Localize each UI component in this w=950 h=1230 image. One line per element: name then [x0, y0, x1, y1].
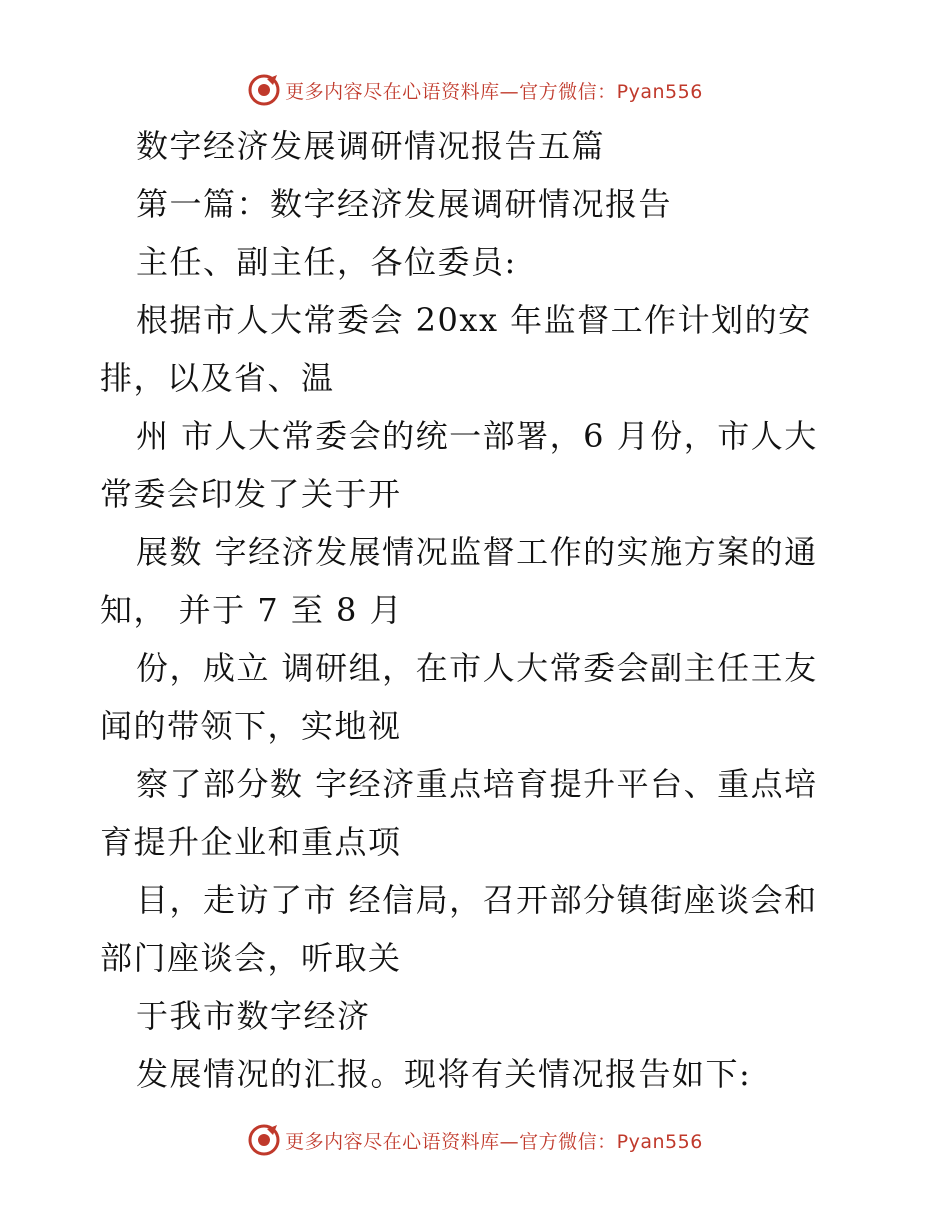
body-line: 育提升企业和重点项: [100, 823, 402, 861]
body-line: 常委会印发了关于开: [100, 475, 402, 513]
document-title: 数字经济发展调研情况报告五篇: [136, 127, 606, 165]
body-line: 排，以及省、温: [100, 359, 335, 397]
body-line: 州 市人大常委会的统一部署，6 月份，市人大: [136, 417, 818, 455]
body-line: 展数 字经济发展情况监督工作的实施方案的通: [136, 533, 818, 571]
body-line: 根据市人大常委会 20xx 年监督工作计划的安: [136, 301, 812, 339]
body-line: 目，走访了市 经信局，召开部分镇街座谈会和: [136, 881, 818, 919]
body-line: 于我市数字经济: [136, 997, 371, 1035]
footer-banner-text: 更多内容尽在心语资料库—官方微信：Pyan556: [285, 1130, 703, 1153]
header-banner-text: 更多内容尽在心语资料库—官方微信：Pyan556: [285, 80, 703, 103]
salutation: 主任、副主任，各位委员:: [136, 243, 517, 281]
brand-logo-icon: [247, 73, 281, 107]
body-line: 闻的带领下，实地视: [100, 707, 402, 745]
body-line: 知， 并于 7 至 8 月: [100, 591, 404, 629]
body-line: 份，成立 调研组，在市人大常委会副主任王友: [136, 649, 818, 687]
brand-logo-icon: [247, 1123, 281, 1157]
section-heading: 第一篇：数字经济发展调研情况报告: [136, 185, 673, 223]
body-line: 发展情况的汇报。现将有关情况报告如下:: [136, 1055, 752, 1093]
header-banner: [0, 70, 950, 110]
footer-banner: [0, 1120, 950, 1160]
body-line: 部门座谈会，听取关: [100, 939, 402, 977]
body-line: 察了部分数 字经济重点培育提升平台、重点培: [136, 765, 818, 803]
